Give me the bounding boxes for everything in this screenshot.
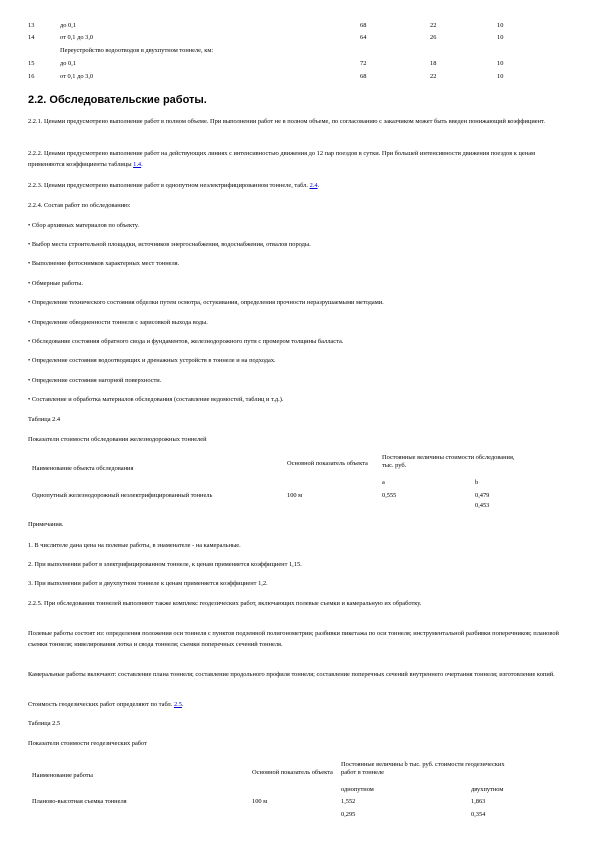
row-number: 14: [28, 34, 35, 41]
row-name: от 0,1 до 3,0: [60, 73, 94, 80]
row-value: 26: [430, 34, 437, 41]
row-value: 10: [497, 22, 504, 29]
column-header: однопутном: [341, 786, 374, 793]
row-value: 18: [430, 60, 437, 67]
row-value: 0,453: [475, 502, 490, 509]
row-value: 100 м: [252, 798, 268, 805]
note: 3. При выполнении работ в двухпутном тоннеле к ценам применяется коэффициент 1,2.: [28, 580, 268, 587]
paragraph-text: 2.2.2. Ценами предусмотрено выполнение работ на действующих линиях с интенсивностью движения до 12 пар поездов в сутки. При большей интенсивности движения поездов к ценам применяются коэффициенты таблицы: [28, 150, 536, 168]
row-value: 10: [497, 60, 504, 67]
column-header: Наименование объекта обследования: [32, 465, 134, 472]
note: 2. При выполнении работ в электрифицированном тоннеле, к ценам применяется коэффициент 1,15.: [28, 561, 302, 568]
row-name: до 0,1: [60, 22, 77, 29]
row-number: 15: [28, 60, 35, 67]
table-link[interactable]: 2.5: [173, 701, 182, 708]
paragraph-office-works: Камеральные работы включают: составление плана тоннеля; составление продольного профиля тоннеля; составление поперечных сечений внутреннего очертания тоннеля; изготовление копий.: [28, 671, 555, 678]
column-header: Наименование работы: [32, 772, 93, 779]
paragraph-text: Стоимость геодезических работ определяют по табл.: [28, 701, 174, 708]
section-heading: 2.2. Обследовательские работы.: [28, 94, 207, 106]
row-value: 1,552: [341, 798, 356, 805]
list-item: • Определение технического состояния обделки путем осмотра, остукивания, определения прочности неразрушаемыми методами.: [28, 299, 384, 306]
row-value: 22: [430, 22, 437, 29]
list-item: • Обмерные работы.: [28, 280, 83, 287]
list-item: • Определение состояния водоотводящих и дренажных устройств в тоннеле и на подходах.: [28, 357, 276, 364]
column-header: Постоянные величины стоимости обследования, тыс. руб.: [382, 454, 515, 469]
row-name: Переустройство водоотводов в двухпутном тоннеле, км:: [60, 47, 214, 54]
row-name: Планово-высотная съемка тоннеля: [32, 798, 127, 805]
table-row: [28, 22, 34, 30]
row-name: до 0,1: [60, 60, 77, 67]
column-header: Постоянные величины b тыс. руб. стоимости геодезических работ в тоннеле: [341, 761, 505, 776]
table-label: Таблица 2.4: [28, 416, 61, 423]
row-value: 22: [430, 73, 437, 80]
table-link[interactable]: 1.4: [133, 160, 142, 168]
row-number: 16: [28, 73, 35, 80]
row-value: 10: [497, 73, 504, 80]
list-item: • Выполнение фотоснимков характерных мест тоннеля.: [28, 260, 180, 267]
paragraph-2-2-4: 2.2.4. Состав работ по обследованию:: [28, 202, 131, 209]
row-value: 1,863: [471, 798, 486, 805]
paragraph-2-2-5: 2.2.5. При обследовании тоннелей выполняют также комплекс геодезических работ, включающих полевые съемки и камеральную их обработку.: [28, 600, 422, 607]
row-number: 13: [28, 22, 35, 29]
table-label: Таблица 2.5: [28, 720, 61, 727]
row-value: 10: [497, 34, 504, 41]
paragraph-field-works: Полевые работы состоят из: определения положения оси тоннеля с пунктов подземной полигонометрии; разбивки пикетажа по оси тоннеля; инструментальной разбивки поперечников; плановой съемки тоннеля; нивелирования лотка и свода тоннеля; съемки поперечных сечений тоннеля.: [28, 630, 559, 648]
column-header: а: [382, 479, 385, 486]
row-value: 72: [360, 60, 367, 67]
column-header: Основной показатель объекта: [252, 769, 333, 776]
column-header: Основной показатель объекта: [287, 460, 368, 467]
table-link[interactable]: 2.4: [309, 182, 318, 189]
list-item: • Сбор архивных материалов по объекту.: [28, 222, 139, 229]
paragraph-2-2-1: 2.2.1. Ценами предусмотрено выполнение работ в полном объеме. При выполнении работ не в полном объеме, по согласованию с заказчиком может быть введен понижающий коэффициент.: [28, 118, 545, 125]
paragraph-2-2-2: 2.2.2. Ценами предусмотрено выполнение работ на действующих линиях с интенсивностью движения до 12 пар поездов в сутки. При большей интенсивности движения поездов к ценам применяются коэффициенты таблицы 1.4.: [28, 150, 536, 168]
paragraph-2-2-3: 2.2.3. Ценами предусмотрено выполнение работ в однопутном неэлектрифицированном тоннеле, табл. 2.4.: [28, 182, 320, 189]
table-title: Показатели стоимости геодезических работ: [28, 740, 147, 747]
row-name: от 0,1 до 3,0: [60, 34, 94, 41]
note: 1. В числителе дана цена на полевые работы, в знаменателе - на камеральные.: [28, 542, 241, 549]
row-name: Однопутный железнодорожный неэлектрифицированный тоннель: [32, 492, 213, 499]
list-item: • Обследование состояния обратного свода и фундаментов, железнодорожного пути с промером толщины балласта.: [28, 338, 344, 345]
column-header: b: [475, 479, 479, 486]
table-title: Показатели стоимости обследования железнодорожных тоннелей: [28, 436, 207, 443]
list-item: • Определение состояния нагорной поверхности.: [28, 377, 162, 384]
notes-title: Примечания.: [28, 521, 64, 528]
list-item: • Определение обводненности тоннеля с зарисовкой выхода воды.: [28, 319, 208, 326]
row-value: 68: [360, 73, 367, 80]
paragraph-text: 2.2.3. Ценами предусмотрено выполнение работ в однопутном неэлектрифицированном тоннеле, табл.: [28, 182, 310, 189]
list-item: • Составление и обработка материалов обследования (составление ведомостей, таблиц и т.д.).: [28, 396, 284, 403]
column-header: двухпутном: [471, 786, 504, 793]
row-value: 100 м: [287, 492, 303, 499]
row-value: 0,354: [471, 811, 486, 818]
row-value: 68: [360, 22, 367, 29]
list-item: • Выбор места строительной площадки, источников энергоснабжения, водоснабжения, отвалов породы.: [28, 241, 311, 248]
paragraph-cost: Стоимость геодезических работ определяют по табл. 2.5.: [28, 701, 184, 708]
row-value: 64: [360, 34, 367, 41]
row-value: 0,555: [382, 492, 397, 499]
row-value: 0,295: [341, 811, 356, 818]
row-value: 0,479: [475, 492, 490, 499]
